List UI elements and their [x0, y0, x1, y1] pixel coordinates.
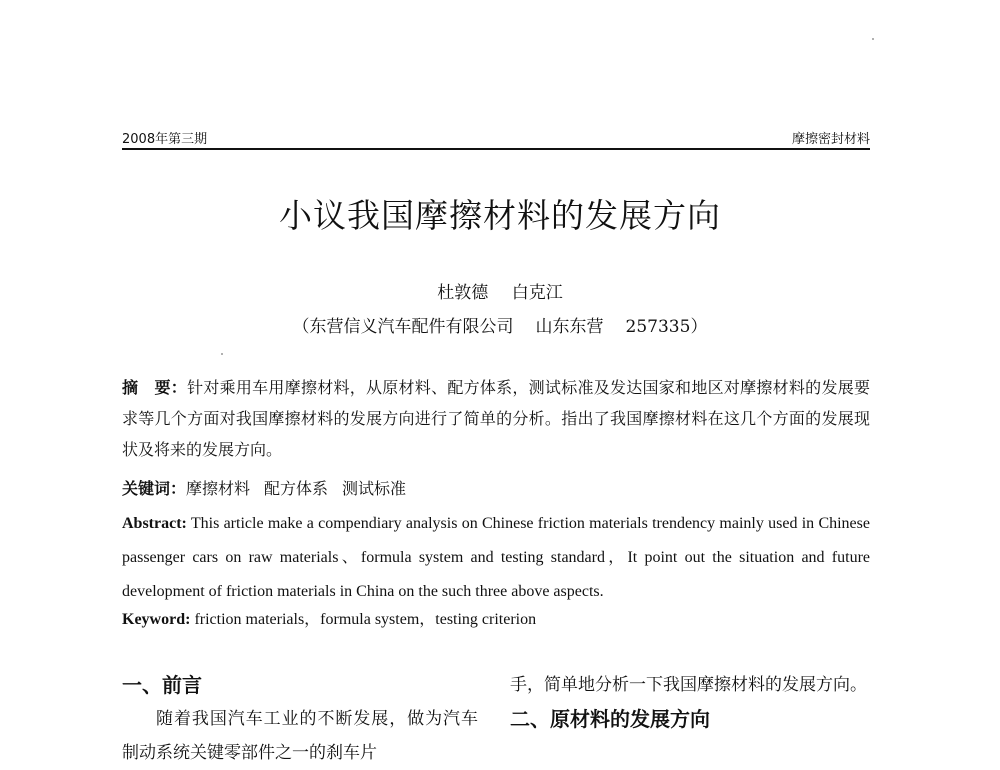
- abstract-en-text: This article make a compendiary analysis on Chinese friction materials trendency mainly used in Chinese passenger cars on raw materials、formula system and testing standard，It point out the situation and future development of friction materials in China on the such three above aspects.: [122, 515, 870, 600]
- abstract-english: [122, 507, 870, 609]
- keyword-item: 摩擦材料: [186, 479, 251, 498]
- affiliation-place: 山东东营: [535, 317, 604, 337]
- keyword-en-label: Keyword:: [122, 611, 191, 628]
- keyword-item: 测试标准: [342, 479, 407, 498]
- abstract-en-label: Abstract:: [122, 515, 187, 532]
- keywords-english: [122, 606, 870, 634]
- affiliation-postcode: 257335: [625, 317, 691, 337]
- keywords-cn-label: 关键词：: [122, 479, 187, 498]
- keyword-item: 配方体系: [264, 479, 329, 498]
- keyword-en-text: friction materials，formula system，testing criterion: [194, 611, 537, 628]
- author-affiliation: [0, 312, 1000, 337]
- issue-label: 2008年第三期: [122, 132, 208, 147]
- body-column-left: [122, 668, 478, 770]
- abstract-cn-label: 摘 要：: [122, 378, 188, 397]
- keywords-chinese: [122, 476, 870, 502]
- affiliation-close-paren: ）: [690, 317, 708, 337]
- journal-name: 摩擦密封材料: [791, 132, 870, 147]
- author-name: 杜敦德: [437, 283, 489, 303]
- author-name: 白克江: [511, 283, 563, 303]
- affiliation-org: 东营信义汽车配件有限公司: [309, 317, 514, 337]
- abstract-cn-text: 针对乘用车用摩擦材料，从原材料、配方体系，测试标准及发达国家和地区对摩擦材料的发展要求等几个方面对我国摩擦材料的发展方向进行了简单的分析。指出了我国摩擦材料在这几个方面的发展现状及将来的发展方向。: [122, 378, 870, 459]
- author-list: [0, 278, 1000, 303]
- scan-speck: [872, 38, 874, 40]
- section-heading: 二、原材料的发展方向: [510, 707, 710, 731]
- body-column-right: [510, 668, 870, 736]
- affiliation-open-paren: （: [292, 317, 310, 337]
- running-header: [122, 126, 870, 150]
- body-paragraph: 手，简单地分析一下我国摩擦材料的发展方向。: [510, 675, 867, 695]
- body-paragraph: 随着我国汽车工业的不断发展，做为汽车制动系统关键零部件之一的刹车片: [122, 709, 478, 763]
- scan-speck: [221, 353, 223, 355]
- article-title: 小议我国摩擦材料的发展方向: [279, 196, 721, 235]
- section-heading: 一、前言: [122, 673, 202, 697]
- abstract-chinese: [122, 372, 870, 465]
